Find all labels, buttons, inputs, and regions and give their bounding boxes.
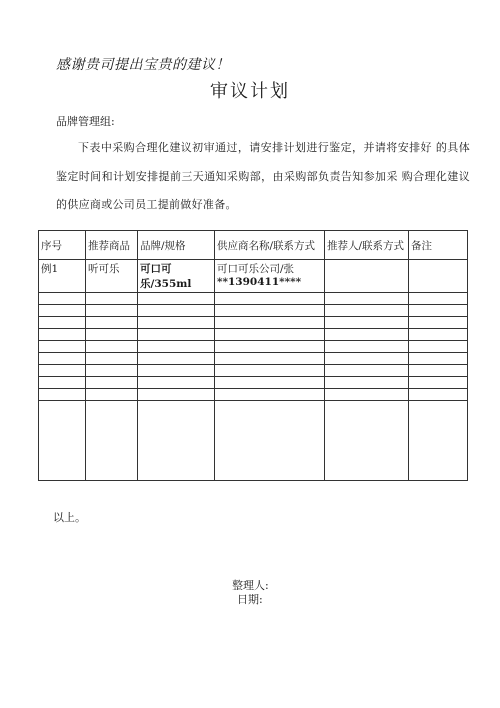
table-cell — [86, 305, 138, 317]
table-cell — [138, 329, 215, 341]
table-cell — [86, 365, 138, 377]
table-cell — [39, 365, 86, 377]
header-cell-product: 推荐商品 — [86, 231, 138, 260]
table-cell — [409, 365, 468, 377]
review-plan-table — [38, 230, 468, 481]
table-cell — [409, 260, 468, 293]
table-cell — [215, 317, 325, 329]
table-cell — [409, 305, 468, 317]
table-cell — [325, 389, 409, 401]
table-cell — [409, 377, 468, 389]
table-cell — [325, 293, 409, 305]
table-row — [39, 377, 468, 389]
header-cell-recommender: 推荐人/联系方式 — [325, 231, 409, 260]
table-cell — [325, 341, 409, 353]
table-cell — [39, 353, 86, 365]
table-cell: 可口可乐/355ml — [138, 260, 215, 293]
table-cell — [215, 353, 325, 365]
table-cell — [215, 341, 325, 353]
table-row — [39, 329, 468, 341]
table-cell — [138, 353, 215, 365]
table-cell — [409, 329, 468, 341]
table-cell — [215, 365, 325, 377]
table-row — [39, 353, 468, 365]
table-cell — [39, 317, 86, 329]
table-cell — [138, 389, 215, 401]
table-cell — [86, 293, 138, 305]
table-cell: 听可乐 — [86, 260, 138, 293]
table-cell — [39, 329, 86, 341]
table-cell — [138, 293, 215, 305]
table-cell — [409, 317, 468, 329]
table-cell — [86, 317, 138, 329]
table-cell — [409, 341, 468, 353]
table-cell — [39, 389, 86, 401]
table-cell — [138, 401, 215, 481]
table-cell — [325, 401, 409, 481]
header-cell-index: 序号 — [39, 231, 86, 260]
header-cell-supplier: 供应商名称/联系方式 — [215, 231, 325, 260]
supplier-name: 可口可乐公司/张 — [217, 263, 295, 275]
table-cell — [39, 305, 86, 317]
table-cell — [215, 329, 325, 341]
table-row — [39, 401, 468, 481]
table-cell — [86, 329, 138, 341]
table-cell — [39, 401, 86, 481]
table-cell — [325, 260, 409, 293]
closing-text: 以上。 — [53, 511, 86, 524]
table-cell — [409, 389, 468, 401]
table-cell — [325, 365, 409, 377]
table-row — [39, 341, 468, 353]
table-cell — [39, 293, 86, 305]
table-cell — [138, 317, 215, 329]
page-title: 审议计划 — [210, 81, 290, 102]
table-cell — [409, 293, 468, 305]
table-cell — [409, 353, 468, 365]
organizer-label: 整理人: — [232, 579, 269, 592]
body-paragraph: 下表中采购合理化建议初审通过，请安排计划进行鉴定，并请将安排好 的具体鉴定时间和计划安排提前三天通知采购部，由采购部负责告知参加采 购合理化建议的供应商或公司员工提前做好准备。 — [56, 141, 470, 211]
table-row — [39, 365, 468, 377]
table-cell — [325, 317, 409, 329]
table-cell — [215, 260, 325, 293]
table-cell — [86, 401, 138, 481]
table-row — [39, 389, 468, 401]
table-cell — [325, 353, 409, 365]
table-cell — [325, 305, 409, 317]
table-cell — [86, 353, 138, 365]
table-cell — [325, 377, 409, 389]
table-cell — [409, 401, 468, 481]
thanks-line: 感谢贵司提出宝贵的建议！ — [56, 57, 230, 73]
table-cell: 例1 — [39, 260, 86, 293]
table-cell — [215, 305, 325, 317]
table-cell — [215, 401, 325, 481]
supplier-phone: **1390411**** — [217, 276, 302, 288]
table-cell — [86, 341, 138, 353]
table-cell — [86, 377, 138, 389]
table-cell — [138, 341, 215, 353]
table-cell — [39, 341, 86, 353]
table-cell — [215, 293, 325, 305]
table-cell — [138, 365, 215, 377]
table-row — [39, 260, 468, 293]
table-cell — [86, 389, 138, 401]
table-header-row — [39, 231, 468, 260]
table-row — [39, 293, 468, 305]
table-row — [39, 317, 468, 329]
header-cell-remarks: 备注 — [409, 231, 468, 260]
table-row — [39, 305, 468, 317]
table-cell — [39, 377, 86, 389]
salutation: 品牌管理组: — [56, 115, 115, 128]
header-cell-brand-spec: 品牌/规格 — [138, 231, 215, 260]
date-label: 日期: — [237, 593, 263, 606]
table-cell — [215, 377, 325, 389]
table-cell — [138, 305, 215, 317]
table-cell — [215, 389, 325, 401]
table-cell — [325, 329, 409, 341]
table-cell — [138, 377, 215, 389]
